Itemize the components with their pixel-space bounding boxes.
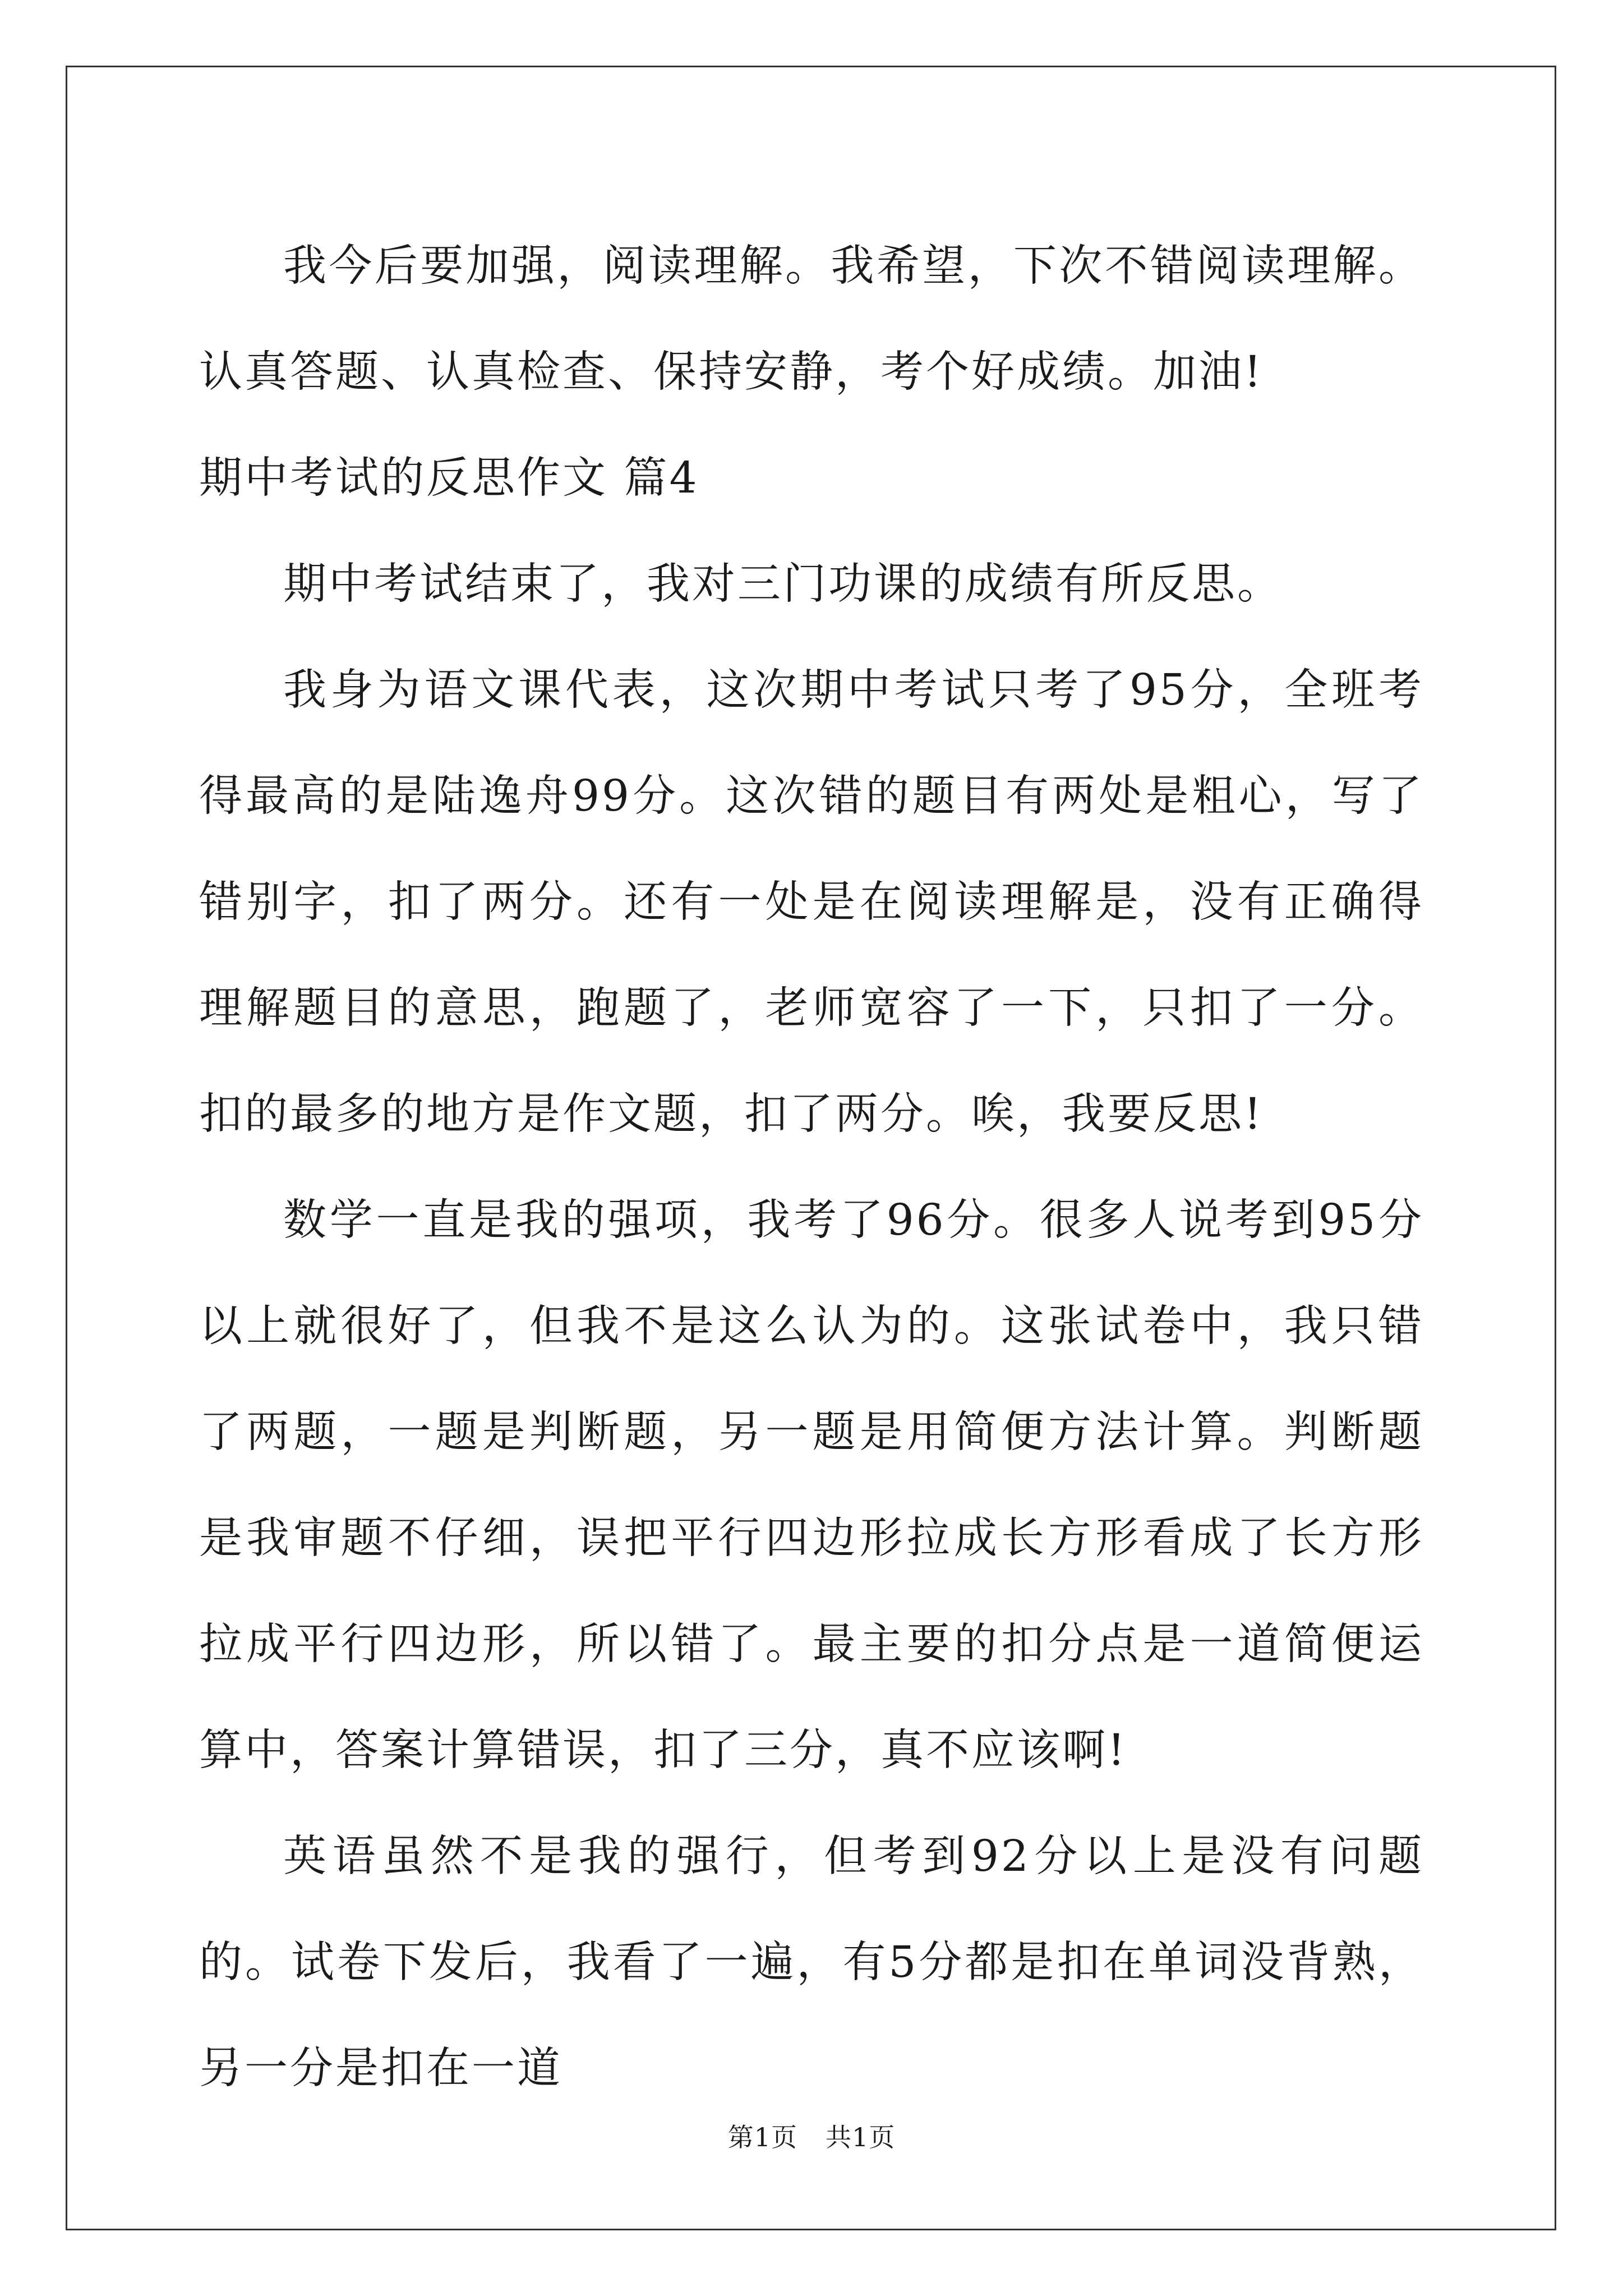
paragraph: 英语虽然不是我的强行，但考到92分以上是没有问题的。试卷下发后，我看了一遍，有5分都是扣在单词没背熟，另一分是扣在一道 bbox=[199, 1832, 1424, 2093]
paragraph: 数学一直是我的强项，我考了96分。很多人说考到95分以上就很好了，但我不是这么认为的。这张试卷中，我只错了两题，一题是判断题，另一题是用简便方法计算。判断题是我审题不仔细，误把平行四边形拉成长方形看成了长方形拉成平行四边形，所以错了。最主要的扣分点是一道简便运算中，答案计算错误，扣了三分，真不应该啊! bbox=[199, 1195, 1424, 1775]
paragraph: 期中考试结束了，我对三门功课的成绩有所反思。 bbox=[283, 559, 1283, 609]
page-number-total: 共1页 bbox=[826, 2122, 896, 2152]
page-footer bbox=[0, 2120, 1623, 2154]
section-heading: 期中考试的反思作文 篇4 bbox=[199, 453, 699, 503]
paragraph: 我身为语文课代表，这次期中考试只考了95分，全班考得最高的是陆逸舟99分。这次错的题目有两处是粗心，写了错别字，扣了两分。还有一处是在阅读理解是，没有正确得理解题目的意思，跑题了，老师宽容了一下，只扣了一分。扣的最多的地方是作文题，扣了两分。唉，我要反思! bbox=[199, 665, 1424, 1139]
page-number-current: 第1页 bbox=[727, 2122, 797, 2152]
paragraph-intro: 我今后要加强，阅读理解。我希望，下次不错阅读理解。认真答题、认真检查、保持安静，考个好成绩。加油! bbox=[199, 241, 1424, 397]
document-body bbox=[199, 213, 1424, 2122]
